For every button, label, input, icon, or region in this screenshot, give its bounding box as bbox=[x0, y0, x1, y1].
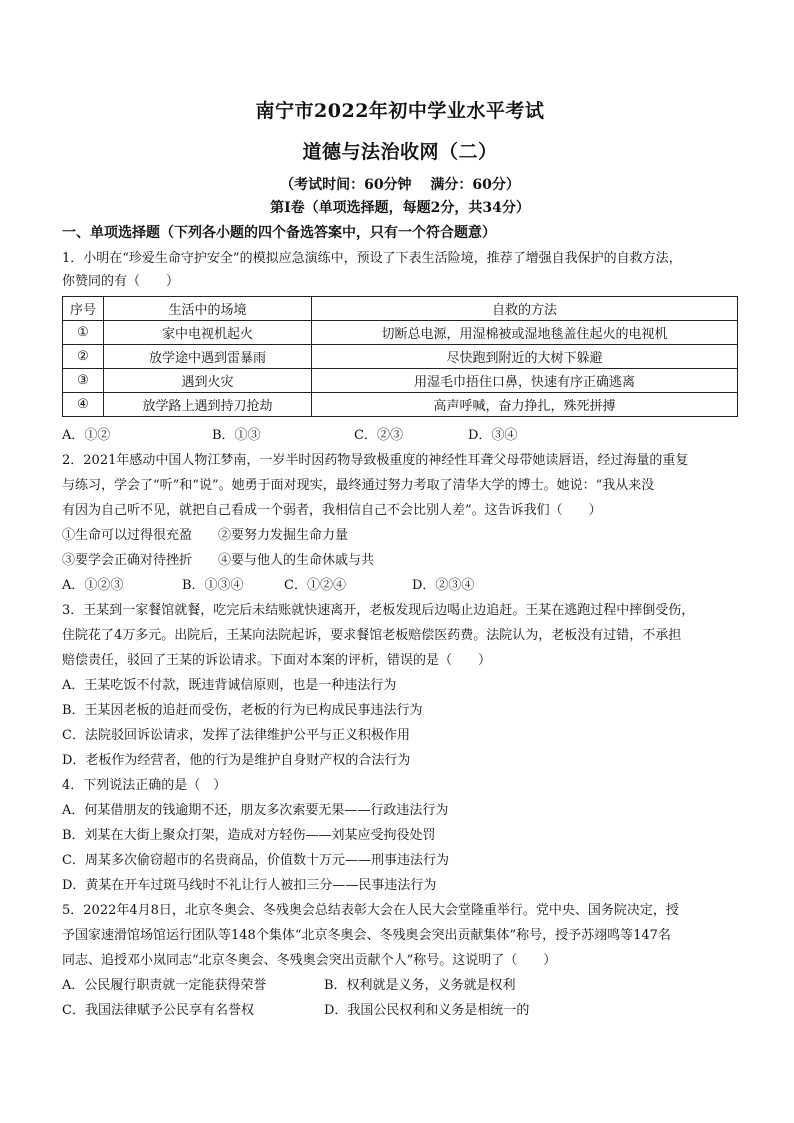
q2-stem-line-1: 2．2021年感动中国人物江梦南，一岁半时因药物导致极重度的神经性耳聋父母带她读唇语，经过海量的重复 bbox=[62, 453, 689, 468]
q5-option-a[interactable]: A．公民履行职责就一定能获得荣誉 bbox=[62, 978, 267, 993]
table-cell: 切断总电源，用湿棉被或湿地毯盖住起火的电视机 bbox=[312, 321, 738, 345]
q2-stem-line-3: 有因为自己听不见，就把自己看成一个弱者，我相信自己不会比别人差”。这告诉我们（ ） bbox=[62, 503, 602, 518]
table-cell: ② bbox=[63, 345, 104, 369]
exam-title: 南宁市2022年初中学业水平考试 bbox=[255, 100, 545, 122]
q3-stem-line-1: 3．王某到一家餐馆就餐，吃完后未结账就快速离开，老板发现后边喝止边追赶。王某在逃跑过程中摔倒受伤， bbox=[62, 603, 695, 618]
table-cell: 遇到火灾 bbox=[104, 369, 312, 393]
q5-stem-line-1: 5．2022年4月8日，北京冬奥会、冬残奥会总结表彰大会在人民大会堂隆重举行。党中央、国务院决定，授 bbox=[62, 903, 679, 918]
q5-option-c[interactable]: C．我国法律赋予公民享有名誉权 bbox=[62, 1003, 254, 1018]
table-cell: 用湿毛巾捂住口鼻，快速有序正确逃离 bbox=[312, 369, 738, 393]
table-header-cell: 序号 bbox=[63, 297, 104, 321]
table-cell: ① bbox=[63, 321, 104, 345]
table-cell: 尽快跑到附近的大树下躲避 bbox=[312, 345, 738, 369]
q1-option-b[interactable]: B．①③ bbox=[212, 428, 261, 443]
q4-option-c[interactable]: C．周某多次偷窃超市的名贵商品，价值数十万元——刑事违法行为 bbox=[62, 853, 449, 868]
table-row bbox=[63, 345, 738, 369]
exam-subtitle: 道德与法治收网（二） bbox=[302, 141, 498, 163]
table-header-row bbox=[63, 297, 738, 321]
q5-stem-line-3: 同志、追授邓小岚同志“北京冬奥会、冬残奥会突出贡献个人”称号。这说明了（ ） bbox=[62, 953, 557, 968]
q1-option-a[interactable]: A．①② bbox=[62, 428, 111, 443]
q3-option-d[interactable]: D．老板作为经营者，他的行为是维护自身财产权的合法行为 bbox=[62, 753, 411, 768]
q3-option-b[interactable]: B．王某因老板的追赶而受伤，老板的行为已构成民事违法行为 bbox=[62, 703, 423, 718]
section-heading: 一、单项选择题（下列各小题的四个备选答案中，只有一个符合题意） bbox=[62, 225, 496, 241]
q1-option-c[interactable]: C．②③ bbox=[354, 428, 403, 443]
q3-option-a[interactable]: A．王某吃饭不付款，既违背诚信原则，也是一种违法行为 bbox=[62, 678, 397, 693]
q2-option-b[interactable]: B．①③④ bbox=[182, 578, 244, 593]
q2-option-d[interactable]: D．②③④ bbox=[412, 578, 475, 593]
q2-option-c[interactable]: C．①②④ bbox=[284, 578, 346, 593]
table-cell: 家中电视机起火 bbox=[104, 321, 312, 345]
q5-options-row-1 bbox=[62, 976, 738, 996]
table-header-cell: 自救的方法 bbox=[312, 297, 738, 321]
q1-stem-line-1: 1．小明在“珍爱生命守护安全”的模拟应急演练中，预设了下表生活险境，推荐了增强自我保护的自救方法， bbox=[62, 251, 682, 266]
q1-stem-line-2: 你赞同的有（ ） bbox=[62, 274, 180, 289]
table-cell: ③ bbox=[63, 369, 104, 393]
q2-options bbox=[62, 576, 738, 596]
q1-situation-table bbox=[62, 296, 738, 417]
q2-stem-line-2: 与练习，学会了“听”和“说”。她勇于面对现实，最终通过努力考取了清华大学的博士。她说：“我从来没 bbox=[62, 478, 655, 493]
table-row bbox=[63, 393, 738, 417]
table-row bbox=[63, 369, 738, 393]
q5-options-row-2 bbox=[62, 1001, 738, 1021]
q3-option-c[interactable]: C．法院驳回诉讼请求，发挥了法律维护公平与正义积极作用 bbox=[62, 728, 410, 743]
table-cell: 高声呼喊，奋力挣扎，殊死拼搏 bbox=[312, 393, 738, 417]
table-cell: ④ bbox=[63, 393, 104, 417]
table-cell: 放学途中遇到雷暴雨 bbox=[104, 345, 312, 369]
q4-stem: 4．下列说法正确的是（ ） bbox=[62, 778, 227, 793]
volume-heading: 第Ⅰ卷（单项选择题，每题2分，共34分） bbox=[270, 200, 530, 216]
q5-stem-line-2: 予国家速滑馆场馆运行团队等148个集体“北京冬奥会、冬残奥会突出贡献集体”称号，授予苏翊鸣等147名 bbox=[62, 928, 671, 943]
table-row bbox=[63, 321, 738, 345]
q4-option-a[interactable]: A．何某借朋友的钱逾期不还，朋友多次索要无果——行政违法行为 bbox=[62, 803, 449, 818]
q3-stem-line-2: 住院花了4万多元。出院后，王某向法院起诉，要求餐馆老板赔偿医药费。法院认为，老板没有过错，不承担 bbox=[62, 628, 682, 643]
q5-option-d[interactable]: D．我国公民权利和义务是相统一的 bbox=[324, 1003, 530, 1018]
q4-option-d[interactable]: D．黄某在开车过斑马线时不礼让行人被扣三分——民事违法行为 bbox=[62, 878, 437, 893]
q2-items-line-1: ①生命可以过得很充盈 ②要努力发掘生命力量 bbox=[62, 528, 349, 543]
table-cell: 放学路上遇到持刀抢劫 bbox=[104, 393, 312, 417]
table-header-cell: 生活中的场境 bbox=[104, 297, 312, 321]
q5-option-b[interactable]: B．权利就是义务，义务就是权利 bbox=[324, 978, 516, 993]
exam-info: （考试时间：60分钟 满分：60分） bbox=[280, 177, 520, 193]
q3-stem-line-3: 赔偿责任，驳回了王某的诉讼请求。下面对本案的评析，错误的是（ ） bbox=[62, 653, 492, 668]
q1-options bbox=[62, 426, 738, 446]
q2-option-a[interactable]: A．①②③ bbox=[62, 578, 124, 593]
q2-items-line-2: ③要学会正确对待挫折 ④要与他人的生命休戚与共 bbox=[62, 553, 375, 568]
q1-option-d[interactable]: D．③④ bbox=[468, 428, 518, 443]
q4-option-b[interactable]: B．刘某在大街上聚众打架，造成对方轻伤——刘某应受拘役处罚 bbox=[62, 828, 436, 843]
